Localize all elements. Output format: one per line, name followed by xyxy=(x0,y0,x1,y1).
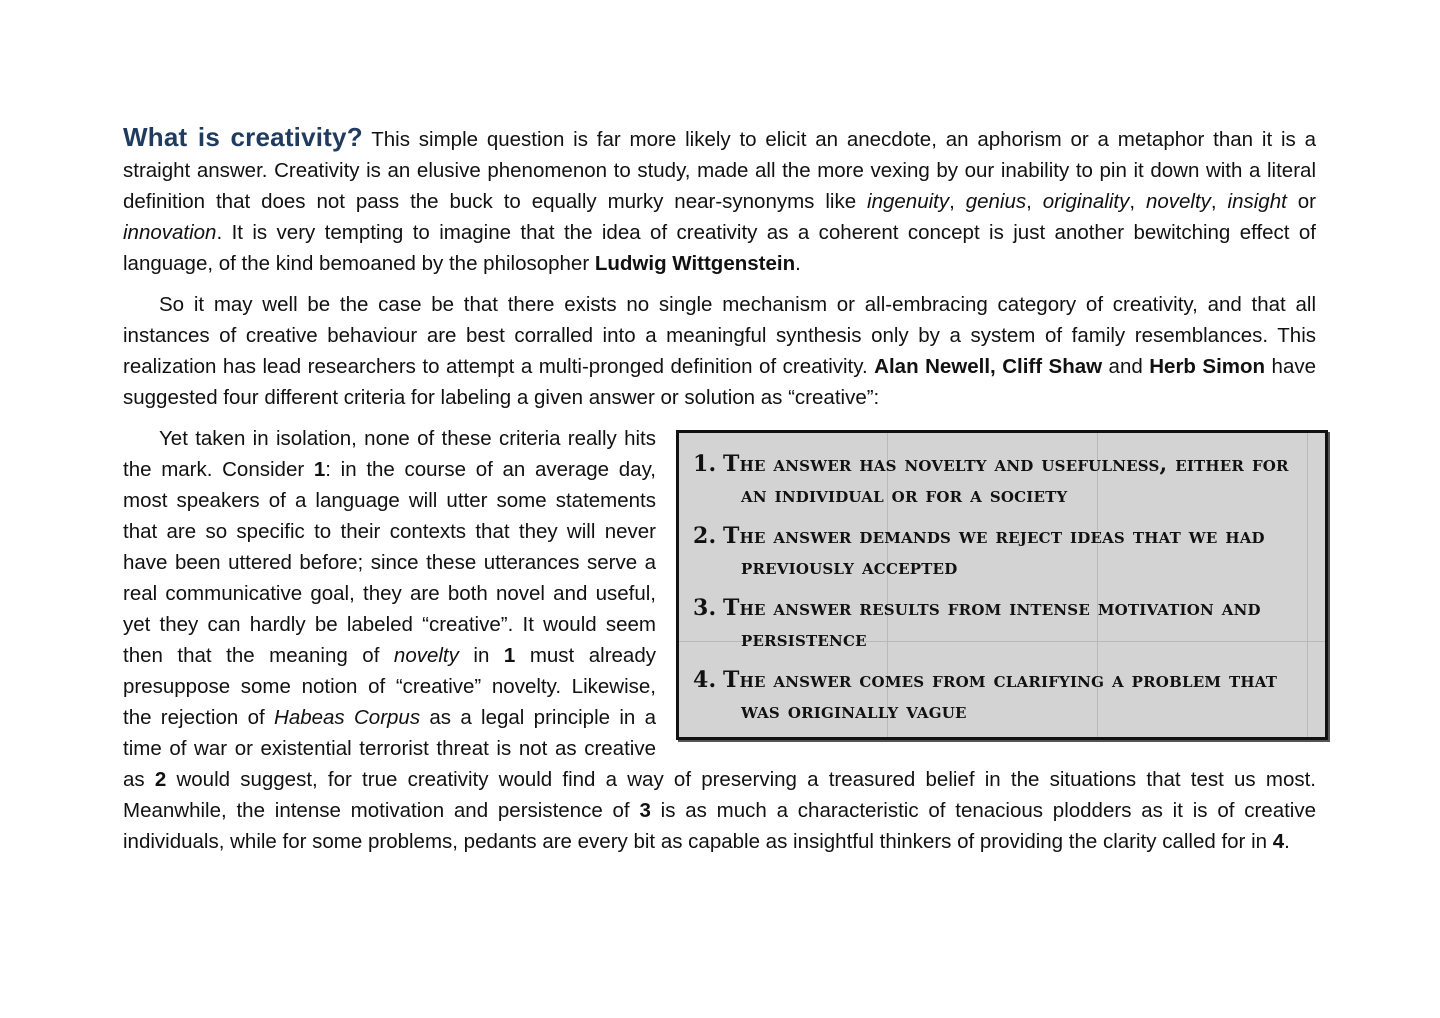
text-run: . xyxy=(1284,830,1290,853)
italic-term: insight xyxy=(1227,190,1287,213)
italic-term: novelty xyxy=(393,644,459,667)
italic-term: novelty xyxy=(1145,190,1211,213)
section-heading: What is creativity? xyxy=(123,122,363,152)
bold-ref: 3 xyxy=(639,799,651,822)
text-run: : in the course of an average day, most speakers of a language will utter some statements that are so specific to their contexts that they will never have been uttered before; since these utterances serve a real communicative goal, they are both novel and useful, yet they can hardly be labeled “creative”. It would seem then that the meaning of xyxy=(123,458,657,667)
text-run: This simple question is far more likely to elicit an anecdote, an aphorism or a metaphor than it is a straight answer. Creativity is an elusive phenomenon to study, made all the more vexing by our inability to pin it down with a literal definition that does not pass the buck to equally murky near-synonyms like xyxy=(123,128,1316,213)
criteria-box xyxy=(676,430,1328,740)
criterion-item xyxy=(693,593,1319,655)
text-run: , xyxy=(1026,190,1043,213)
criterion-item xyxy=(693,449,1319,511)
italic-term: genius xyxy=(965,190,1027,213)
text-run: , xyxy=(1129,190,1146,213)
text-run: and xyxy=(1102,355,1150,378)
text-run: . It is very tempting to imagine that the idea of creativity as a coherent concept is just another bewitching effect of language, of the kind bemoaned by the philosopher xyxy=(123,221,1316,275)
criterion-text: The answer comes from clarifying a problem that was originally vague xyxy=(723,667,1278,724)
bold-ref: 2 xyxy=(154,768,167,791)
italic-term: originality xyxy=(1042,190,1130,213)
bold-name: Alan Newell, Cliff Shaw xyxy=(874,355,1103,378)
text-run: . xyxy=(795,252,801,275)
text-run: must already presuppose some notion of “creative” novelty. Likewise, the rejection of xyxy=(123,644,656,729)
paragraph-criteria-intro xyxy=(123,289,1316,413)
italic-term: Habeas Corpus xyxy=(274,706,421,729)
text-run: would suggest, for true creativity would find a way of preserving a treasured belief in the situations that test us most. Meanwhile, the intense motivation and persistence of xyxy=(123,768,1316,822)
italic-term: ingenuity xyxy=(867,190,950,213)
bold-ref: 4 xyxy=(1272,830,1285,853)
text-run: , xyxy=(949,190,966,213)
criterion-text: The answer results from intense motivation and persistence xyxy=(723,595,1261,652)
document-page xyxy=(123,122,1316,867)
paragraph-intro xyxy=(123,122,1316,279)
bold-ref: 1 xyxy=(313,458,326,481)
criterion-number: 3. xyxy=(693,595,717,621)
text-run: or xyxy=(1286,190,1316,213)
text-run: Yet taken in isolation, none of these criteria really hits the mark. Consider xyxy=(123,427,656,481)
criterion-number: 2. xyxy=(693,523,717,549)
criterion-text: The answer demands we reject ideas that we had previously accepted xyxy=(723,523,1265,580)
text-run: So it may well be the case be that there exists no single mechanism or all-embracing category of creativity, and that all instances of creative behaviour are best corralled into a meaningful synthesis only by a system of family resemblances. This realization has lead researchers to attempt a multi-pronged definition of creativity. xyxy=(123,293,1316,378)
text-run: as a legal principle in a time of war or existential terrorist threat is not as creative as xyxy=(123,706,656,791)
italic-term: innovation xyxy=(123,221,217,244)
bold-name: Herb Simon xyxy=(1149,355,1266,378)
bold-ref: 1 xyxy=(503,644,516,667)
criterion-number: 1. xyxy=(693,451,717,477)
criterion-text: The answer has novelty and usefulness, either for an individual or for a society xyxy=(723,451,1289,508)
bold-name: Ludwig Wittgenstein xyxy=(594,252,796,275)
criterion-number: 4. xyxy=(693,667,717,693)
text-run: is as much a characteristic of tenacious plodders as it is of creative individuals, while for some problems, pedants are every bit as capable as insightful thinkers of providing the clarity called for in xyxy=(123,799,1317,853)
text-run: in xyxy=(458,644,504,667)
criterion-item xyxy=(693,521,1319,583)
criterion-item xyxy=(693,665,1319,727)
text-run: , xyxy=(1210,190,1228,213)
text-run: have suggested four different criteria for labeling a given answer or solution as “creative”: xyxy=(123,355,1316,409)
